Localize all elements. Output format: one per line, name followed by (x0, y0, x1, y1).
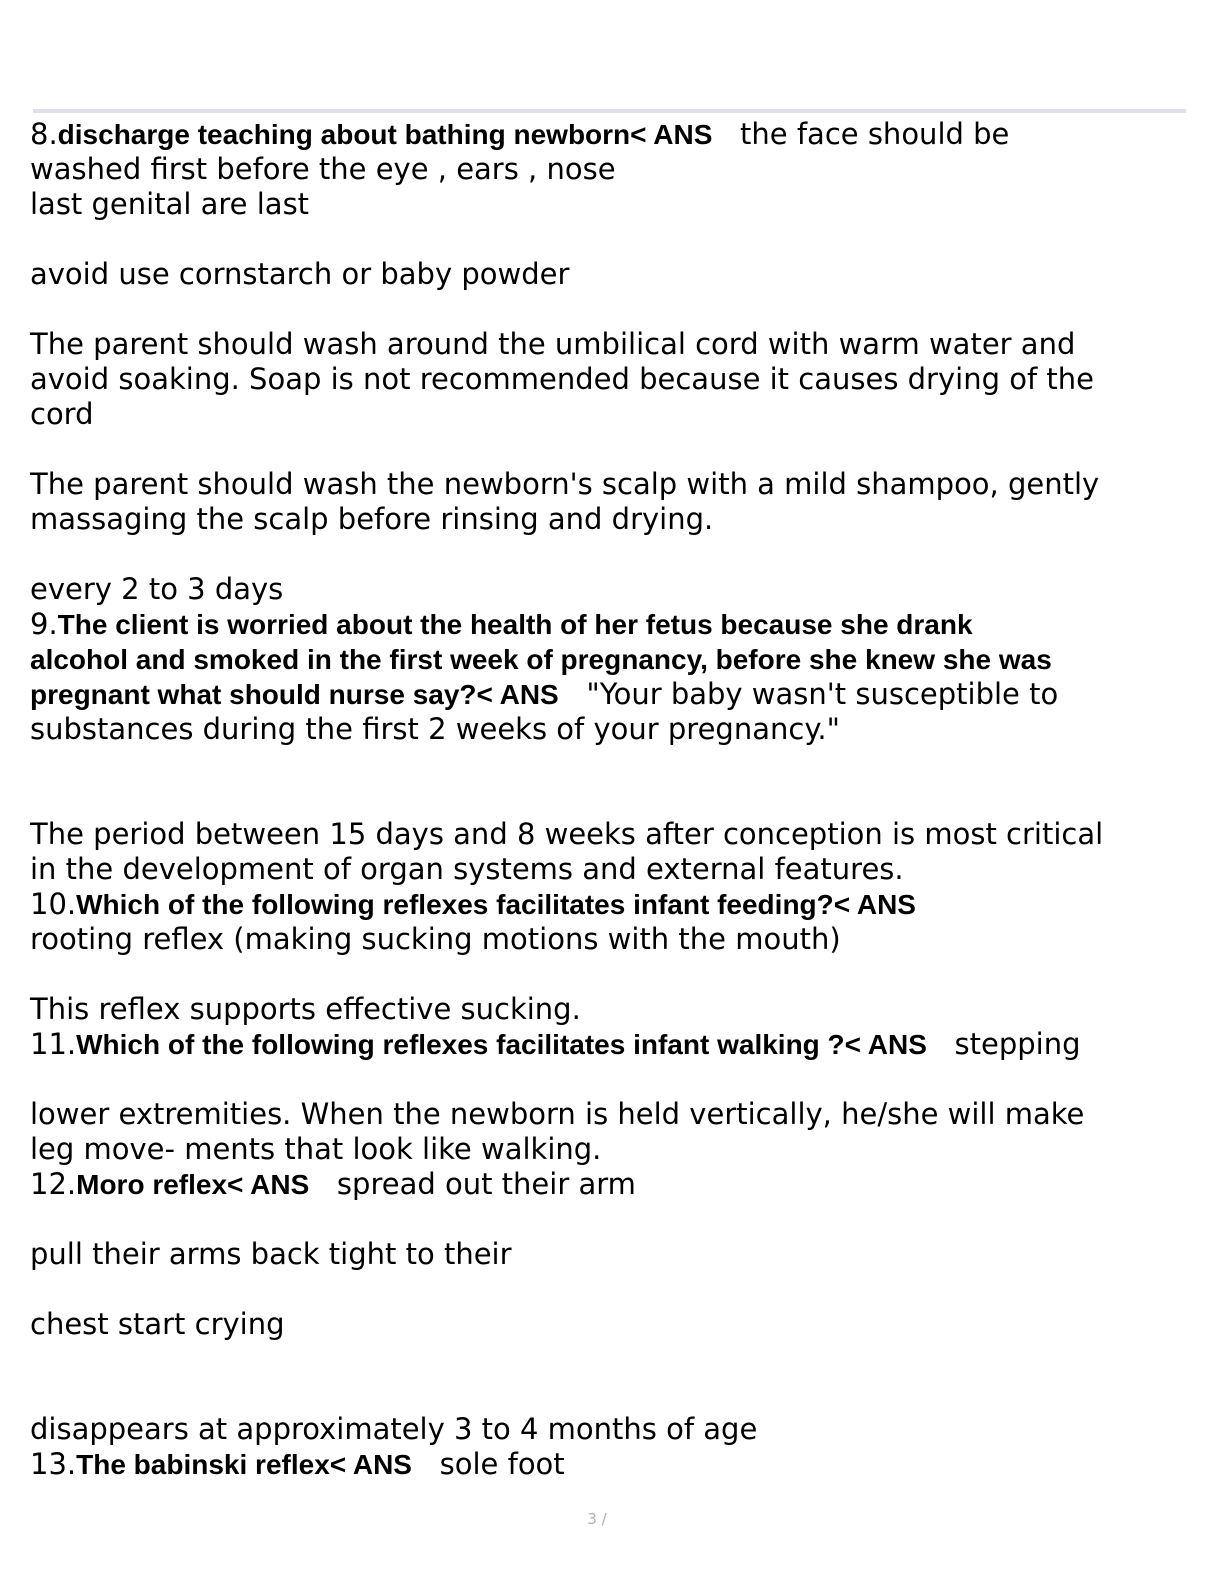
question-text: Which of the following reflexes facilitates infant feeding?< ANS (76, 889, 916, 920)
question-text: discharge teaching about bathing newborn< ANS (57, 119, 713, 150)
question-13-line (30, 1447, 1200, 1482)
answer-line: disappears at approximately 3 to 4 months of age (30, 1412, 758, 1446)
question-number: 11. (30, 1027, 77, 1061)
answer-line: substances during the first 2 weeks of your pregnancy." (30, 712, 840, 746)
blank-line (30, 222, 1200, 257)
answer-line: lower extremities. When the newborn is held vertically, he/she will make (30, 1097, 1085, 1131)
answer-line: chest start crying (30, 1307, 285, 1341)
answer-line: The parent should wash the newborn's scalp with a mild shampoo, gently (30, 467, 1100, 501)
question-text: Which of the following reflexes facilitates infant walking ?< ANS (76, 1029, 927, 1060)
question-number: 9. (30, 607, 58, 641)
blank-line (30, 432, 1200, 467)
question-number: 13. (30, 1447, 77, 1481)
question-9-line-2 (30, 642, 1200, 677)
answer-line: This reflex supports effective sucking. (30, 992, 581, 1026)
answer-line: cord (30, 397, 94, 431)
question-text: alcohol and smoked in the first week of pregnancy, before she knew she was (30, 644, 1052, 675)
answer-line: massaging the scalp before rinsing and drying. (30, 502, 714, 536)
answer-line: leg move- ments that look like walking. (30, 1132, 602, 1166)
blank-line (30, 747, 1200, 782)
question-9-line-3 (30, 677, 1200, 712)
header-divider (33, 109, 1186, 113)
blank-line (30, 1272, 1200, 1307)
answer-text: sole foot (439, 1447, 565, 1481)
blank-line (30, 292, 1200, 327)
blank-line (30, 782, 1200, 817)
question-9-line-1 (30, 607, 1185, 642)
document-body (30, 117, 1200, 1482)
answer-text: stepping (954, 1027, 1081, 1061)
answer-line: washed first before the eye , ears , nose (30, 152, 616, 186)
question-11-line (30, 1027, 1200, 1062)
question-10-line (30, 887, 1200, 922)
question-text: The client is worried about the health of her fetus because she drank (57, 609, 973, 640)
question-number: 10. (30, 887, 77, 921)
question-8-line (30, 117, 1200, 152)
answer-line: in the development of organ systems and external features. (30, 852, 904, 886)
question-text: pregnant what should nurse say?< ANS (30, 679, 559, 710)
answer-line: pull their arms back tight to their (30, 1237, 512, 1271)
blank-line (30, 1377, 1200, 1412)
answer-line: avoid use cornstarch or baby powder (30, 257, 570, 291)
answer-text: the face should be (740, 117, 1010, 151)
question-text: Moro reflex< ANS (76, 1169, 310, 1200)
question-text: The babinski reflex< ANS (76, 1449, 412, 1480)
blank-line (30, 1342, 1200, 1377)
answer-text: spread out their arm (336, 1167, 636, 1201)
answer-text: "Your baby wasn't susceptible to (586, 677, 1059, 711)
answer-line: rooting reflex (making sucking motions with the mouth) (30, 922, 841, 956)
blank-line (30, 537, 1200, 572)
page-number: 3 / (587, 1510, 607, 1528)
blank-line (30, 1202, 1200, 1237)
answer-line: last genital are last (30, 187, 310, 221)
question-12-line (30, 1167, 1200, 1202)
blank-line (30, 1062, 1200, 1097)
question-number: 12. (30, 1167, 77, 1201)
answer-line: every 2 to 3 days (30, 572, 284, 606)
answer-line: The parent should wash around the umbilical cord with warm water and (30, 327, 1076, 361)
blank-line (30, 957, 1200, 992)
answer-line: avoid soaking. Soap is not recommended because it causes drying of the (30, 362, 1094, 396)
answer-line: The period between 15 days and 8 weeks after conception is most critical (30, 817, 1104, 851)
question-number: 8. (30, 117, 58, 151)
